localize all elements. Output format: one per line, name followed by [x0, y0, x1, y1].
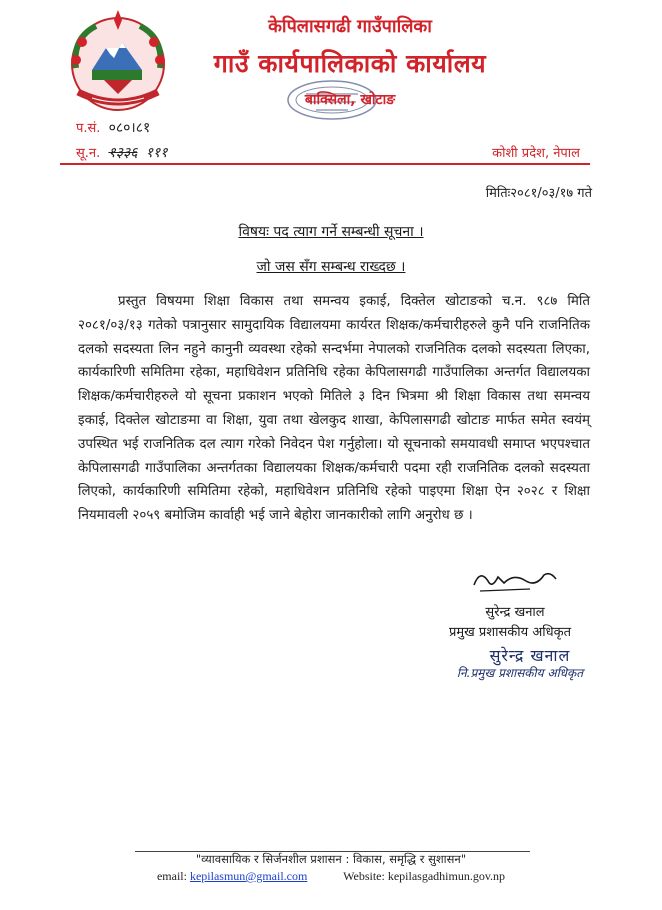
letter-body: प्रस्तुत विषयमा शिक्षा विकास तथा समन्वय इकाई, दिक्तेल खोटाङको च.न. ९८७ मिति २०८१/०३/१३ गतेको पत्रानुसार सामुदायिक विद्यालयमा कार्यरत शिक्षक/कर्मचारीहरुले कुनै पनि राजनितिक दलको सदस्यता लिन नहुने कानुनी व्यवस्था रहेको सन्दर्भमा नेपालको राजनितिक दलको सदस्यता लिएका, कार्यकारिणी समितिमा रहेका, महाधिवेशन प्रतिनिधि रहेका केपिलासगढी गाउँपालिका अन्तर्गत विद्यालयका शिक्षक/कर्मचारीहरुले यो सूचना प्रकाशन भएको मितिले ३ दिन भित्रमा श्री शिक्षा विकास तथा समन्वय इकाई, दिक्तेल खोटाङमा वा शिक्षा, युवा तथा खेलकुद शाखा, केपिलासगढी खोटाङ मार्फत समेत स्वयंम् उपस्थित भई राजनितिक दल त्याग गरेको निवेदन पेश गर्नुहोला। यो सूचनाको समयावधी समाप्त भएपश्चात केपिलासगढी गाउँपालिका अन्तर्गतका विद्यालयका शिक्षक/कर्मचारी पदमा रही राजनितिक दलको सदस्यता लिएको, कार्यकारिणी समितिमा रहेको, महाधिवेशन प्रतिनिधि रहेको पाइएमा शिक्षा ऐन २०२८ र शिक्षा नियमावली २०५९ बमोजिम कार्वाही भई जाने बेहोरा जानकारीको लागि अनुरोध छ ।: [78, 294, 590, 524]
subject-text: विषयः पद त्याग गर्ने सम्बन्धी सूचना ।: [238, 224, 424, 240]
concern-text: जो जस सँग सम्बन्ध राख्दछ ।: [256, 259, 406, 275]
footer-slogan: "व्यावसायिक र सिर्जनशील प्रशासन : विकास, समृद्धि र सुशासन": [195, 852, 467, 866]
website-link[interactable]: kepilasgadhimun.gov.np: [387, 869, 506, 883]
footer-contact: [0, 869, 662, 884]
patra-label: प.सं.: [76, 121, 101, 136]
chalani-struck-value: १३३६: [108, 145, 138, 161]
letter-subject: [0, 222, 662, 241]
office-name: गाउँ कार्यपालिकाको कार्यालय: [213, 49, 487, 78]
stamp-signatory-name: सुरेन्द्र खनाल: [489, 646, 571, 665]
email-link[interactable]: kepilasmun@gmail.com: [189, 869, 308, 883]
patra-value: ०८०।८१: [108, 120, 151, 136]
office-address: बाक्सिला, खोटाङ: [304, 92, 396, 108]
email-label: email:: [156, 869, 187, 883]
province: कोशी प्रदेश, नेपाल: [492, 146, 580, 161]
website-label: Website:: [343, 869, 385, 883]
patra-sankhya: [76, 118, 150, 137]
signatory-name: सुरेन्द्र खनाल: [485, 605, 545, 620]
letter-concern: [0, 257, 662, 276]
nepal-government-emblem-icon: [62, 8, 174, 118]
header-divider: [60, 163, 590, 165]
organization-name: केपिलासगढी गाउँपालिका: [268, 16, 432, 37]
signatory-title: प्रमुख प्रशासकीय अधिकृत: [448, 625, 572, 640]
chalani-number: [76, 143, 168, 162]
chalani-label: सू.न.: [76, 146, 101, 161]
stamp-signatory-title: नि.प्रमुख प्रशासकीय अधिकृत: [456, 666, 584, 680]
chalani-value: १११: [145, 145, 168, 161]
letter-date: मितिः२०८१/०३/१७ गते: [485, 186, 592, 201]
handwritten-signature-icon: [470, 565, 560, 595]
